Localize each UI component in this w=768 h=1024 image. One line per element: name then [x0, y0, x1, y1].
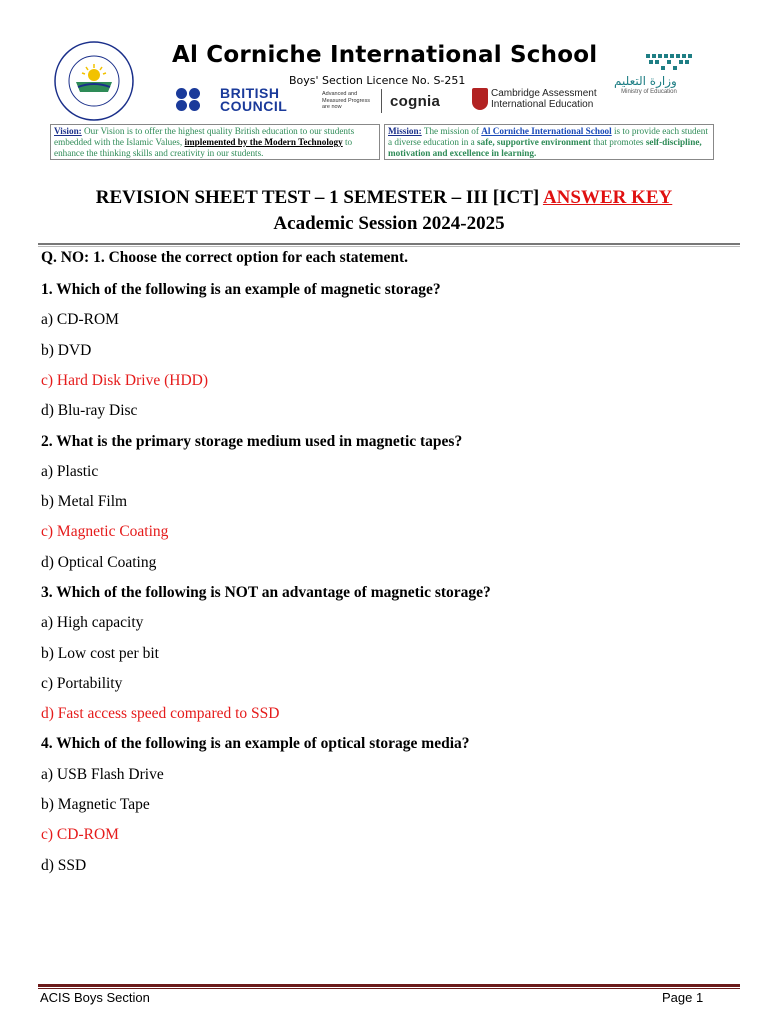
bc-small-text: Advanced and Measured Progress are now	[322, 91, 370, 110]
footer-divider	[38, 984, 740, 987]
footer-left: ACIS Boys Section	[40, 990, 150, 1005]
academic-session: Academic Session 2024-2025	[273, 213, 505, 234]
school-logo	[46, 40, 142, 122]
question-text: 4. Which of the following is an example of optical storage media?	[41, 735, 470, 752]
cognia-logo: cognia	[390, 93, 441, 110]
question-text: 2. What is the primary storage medium used in magnetic tapes?	[41, 433, 463, 450]
british-council-icon	[176, 88, 216, 112]
section-heading: Q. NO: 1. Choose the correct option for each statement.	[41, 249, 409, 266]
mission-label: Mission:	[388, 126, 422, 136]
british-council-logo: BRITISH COUNCIL	[220, 85, 288, 114]
correct-option: c) Magnetic Coating	[41, 523, 169, 540]
question-text: 3. Which of the following is NOT an advantage of magnetic storage?	[41, 584, 491, 601]
school-name: Al Corniche International School	[172, 42, 598, 68]
option: a) High capacity	[41, 614, 144, 631]
ministry-arabic: وزارة التعليم	[614, 74, 677, 88]
option: b) DVD	[41, 342, 92, 359]
option: d) SSD	[41, 857, 87, 874]
cambridge-logo: Cambridge Assessment International Education	[491, 88, 597, 110]
option: a) CD-ROM	[41, 311, 119, 328]
option: a) USB Flash Drive	[41, 766, 164, 783]
licence-number: Boys' Section Licence No. S-251	[289, 74, 466, 87]
option: d) Blu-ray Disc	[41, 402, 138, 419]
divider	[381, 89, 382, 113]
option: c) Portability	[41, 675, 123, 692]
correct-option: c) CD-ROM	[41, 826, 119, 843]
option: b) Metal Film	[41, 493, 128, 510]
mission-box: Mission: The mission of Al Corniche International School is to provide each student a diverse education in a safe, supportive environment that promotes self-discipline, motivation and excellence in learning.	[384, 124, 714, 160]
cambridge-shield-icon	[472, 88, 488, 110]
page-number: Page 1	[662, 990, 704, 1005]
option: b) Magnetic Tape	[41, 796, 150, 813]
vision-label: Vision:	[54, 126, 82, 136]
vision-box: Vision: Our Vision is to offer the highest quality British education to our students embedded with the Islamic Values, implemented by the Modern Technology to enhance the thinking skills and creativity in our students.	[50, 124, 380, 160]
question-text: 1. Which of the following is an example of magnetic storage?	[41, 281, 441, 298]
correct-option: d) Fast access speed compared to SSD	[41, 705, 280, 722]
answer-key-label: ANSWER KEY	[542, 187, 673, 208]
option: d) Optical Coating	[41, 554, 157, 571]
accreditation-logos	[176, 86, 596, 116]
page-title: REVISION SHEET TEST – 1 SEMESTER – III [ICT] ANSWER KEY	[95, 187, 673, 208]
correct-option: c) Hard Disk Drive (HDD)	[41, 372, 209, 389]
option: a) Plastic	[41, 463, 99, 480]
header-divider	[38, 243, 740, 245]
option: b) Low cost per bit	[41, 645, 159, 662]
ministry-english: Ministry of Education	[621, 89, 677, 95]
